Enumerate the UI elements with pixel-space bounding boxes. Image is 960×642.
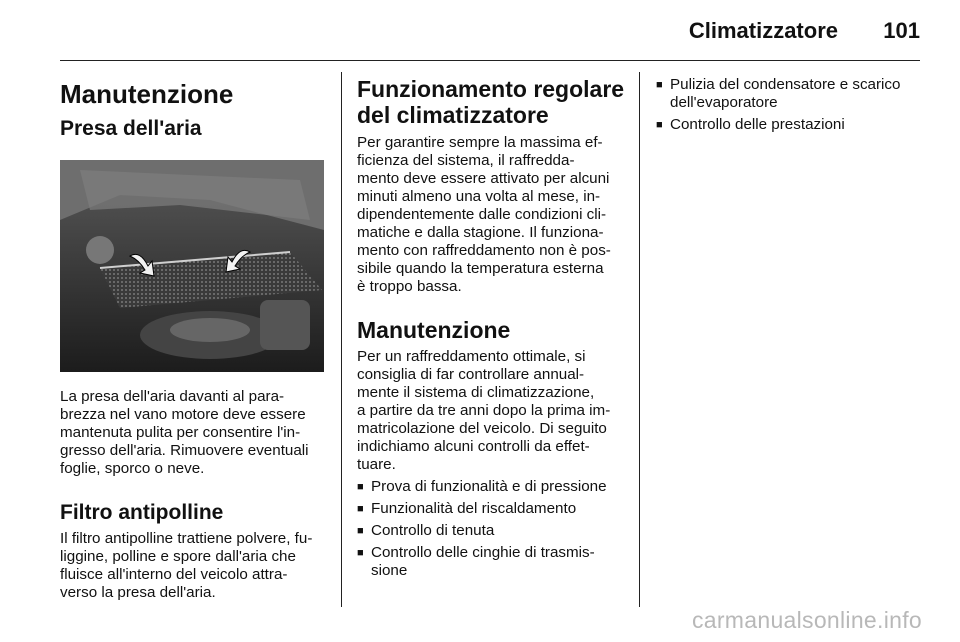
text-line: Il filtro antipolline trattiene polvere, fu- (60, 530, 313, 547)
text-line: liggine, polline e spore dall'aria che (60, 548, 296, 565)
subsection-heading: Presa dell'aria (60, 117, 202, 140)
text-line: Prova di funzionalità e di pressione (371, 478, 607, 495)
header-rule (60, 60, 920, 61)
heading-line: del climatizzatore (357, 102, 549, 128)
text-line: Per garantire sempre la massima ef- (357, 134, 603, 151)
text-line: brezza nel vano motore deve essere (60, 406, 306, 423)
engine-bay-photo (60, 160, 324, 372)
text-line: La presa dell'aria davanti al para- (60, 388, 285, 405)
text-line: fluisce all'interno del veicolo attra- (60, 566, 288, 583)
column-divider (341, 72, 342, 607)
text-line: mente il sistema di climatizzazione, (357, 384, 595, 401)
text-line: matricolazione del veicolo. Di seguito (357, 420, 607, 437)
paragraph (357, 134, 627, 296)
column-right (656, 72, 920, 134)
column-left (60, 72, 326, 602)
text-line: verso la presa dell'aria. (60, 584, 216, 601)
text-line: matiche e dalla stagione. Il funziona- (357, 224, 604, 241)
text-line: Funzionalità del riscaldamento (371, 500, 577, 517)
text-line: tuare. (357, 456, 396, 473)
text-line: Controllo delle cinghie di trasmis- (371, 544, 595, 561)
list-item (656, 116, 920, 134)
watermark: carmanualsonline.info (691, 607, 922, 633)
list-item (656, 76, 920, 112)
section-heading: Manutenzione (357, 317, 511, 343)
bullet-list (656, 76, 920, 134)
text-line: consiglia di far controllare annual- (357, 366, 585, 383)
subsection-heading: Filtro antipolline (60, 501, 224, 524)
paragraph (60, 530, 326, 602)
text-line: Controllo di tenuta (371, 522, 495, 539)
text-line: indichiamo alcuni controlli da effet- (357, 438, 590, 455)
section-heading: Manutenzione (60, 79, 234, 109)
list-item (357, 478, 627, 496)
text-line: ficienza del sistema, il raffredda- (357, 152, 575, 169)
text-line: Pulizia del condensatore e scarico (670, 76, 901, 93)
column-middle (357, 72, 627, 580)
paragraph (357, 348, 627, 474)
text-line: sibile quando la temperatura esterna (357, 260, 604, 277)
text-line: mantenuta pulita per consentire l'in- (60, 424, 301, 441)
column-divider (639, 72, 640, 607)
text-line: Per un raffreddamento ottimale, si (357, 348, 586, 365)
paragraph (60, 388, 326, 478)
text-line: è troppo bassa. (357, 278, 462, 295)
air-intake-illustration (60, 160, 324, 372)
list-item (357, 522, 627, 540)
section-heading (357, 76, 627, 128)
heading-line: Funzionamento regolare (357, 76, 625, 102)
text-line: gresso dell'aria. Rimuovere eventuali (60, 442, 309, 459)
running-head-title: Climatizzatore (688, 18, 838, 43)
text-line: dell'evaporatore (670, 94, 778, 111)
bullet-list (357, 478, 627, 580)
list-item (357, 500, 627, 518)
text-line: a partire da tre anni dopo la prima im- (357, 402, 611, 419)
text-line: foglie, sporco o neve. (60, 460, 205, 477)
text-line: sione (371, 562, 408, 579)
text-line: minuti almeno una volta al mese, in- (357, 188, 601, 205)
page-header (60, 14, 920, 50)
list-item (357, 544, 627, 580)
text-line: Controllo delle prestazioni (670, 116, 845, 133)
page-number: 101 (883, 18, 920, 43)
text-line: dipendentemente dalle condizioni cli- (357, 206, 607, 223)
text-line: mento deve essere attivato per alcuni (357, 170, 610, 187)
text-line: mento con raffreddamento non è pos- (357, 242, 611, 259)
